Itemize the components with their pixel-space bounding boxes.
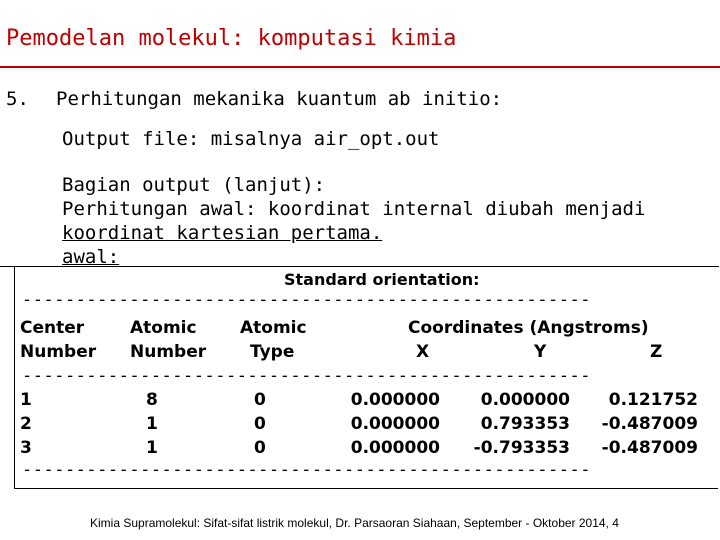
- header-type: Type: [250, 342, 295, 362]
- header-center-number: Number: [20, 342, 97, 362]
- row1-atomic-type: 0: [254, 390, 266, 410]
- header-coordinates: Coordinates (Angstroms): [408, 318, 649, 338]
- row2-x: 0.000000: [350, 414, 440, 434]
- body-line-3: koordinat kartesian pertama.: [62, 222, 383, 244]
- row3-atomic-type: 0: [254, 438, 266, 458]
- dash-rule-top: -----------------------------------------------------: [22, 290, 591, 310]
- row2-atomic-type: 0: [254, 414, 266, 434]
- header-atomic-number: Atomic: [130, 318, 197, 338]
- row3-center: 3: [20, 438, 32, 458]
- row1-z: 0.121752: [608, 390, 698, 410]
- item-heading: Perhitungan mekanika kuantum ab initio:: [56, 88, 503, 110]
- row1-y: 0.000000: [480, 390, 570, 410]
- header-center: Center: [20, 318, 85, 338]
- row3-atomic-number: 1: [146, 438, 158, 458]
- row1-center: 1: [20, 390, 32, 410]
- dash-rule-bottom: -----------------------------------------------------: [22, 460, 591, 480]
- orientation-title: Standard orientation:: [284, 270, 480, 289]
- header-x: X: [416, 342, 430, 362]
- row1-x: 0.000000: [350, 390, 440, 410]
- dash-rule-middle: -----------------------------------------------------: [22, 366, 591, 386]
- header-z: Z: [650, 342, 663, 362]
- slide-footer: Kimia Supramolekul: Sifat-sifat listrik molekul, Dr. Parsaoran Siahaan, September - Oktober 2014, 4: [90, 516, 619, 530]
- header-atomic-number-2: Number: [130, 342, 207, 362]
- slide-title: Pemodelan molekul: komputasi kimia: [6, 26, 457, 51]
- row2-center: 2: [20, 414, 32, 434]
- row1-atomic-number: 8: [146, 390, 158, 410]
- row2-atomic-number: 1: [146, 414, 158, 434]
- row3-y: -0.793353: [473, 438, 570, 458]
- item-number: 5.: [6, 88, 29, 110]
- body-line-4: awal:: [62, 246, 120, 268]
- body-line-1: Bagian output (lanjut):: [62, 174, 326, 196]
- output-file-line: Output file: misalnya air_opt.out: [62, 128, 440, 150]
- header-atomic-type: Atomic: [240, 318, 307, 338]
- title-divider: [0, 66, 720, 68]
- body-line-2: Perhitungan awal: koordinat internal diubah menjadi: [62, 198, 646, 220]
- row2-z: -0.487009: [601, 414, 698, 434]
- row3-z: -0.487009: [601, 438, 698, 458]
- box-bottom-rule: [14, 488, 718, 489]
- box-tick: [0, 266, 14, 267]
- row2-y: 0.793353: [480, 414, 570, 434]
- row3-x: 0.000000: [350, 438, 440, 458]
- header-y: Y: [534, 342, 547, 362]
